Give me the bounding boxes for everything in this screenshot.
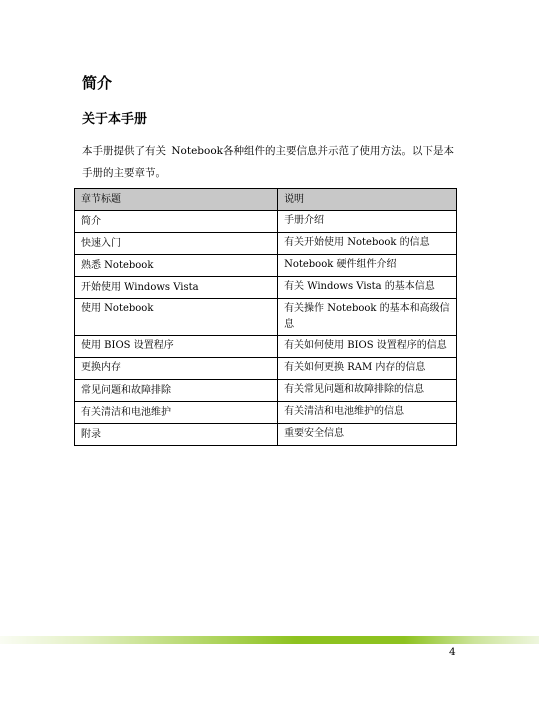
chapter-cell: 开始使用 Windows Vista [75, 277, 278, 299]
table-row [75, 277, 457, 299]
chapter-cell: 更换内存 [75, 358, 278, 380]
description-cell: 有关常见问题和故障排除的信息 [278, 380, 457, 402]
description-cell: 有关清洁和电池维护的信息 [278, 402, 457, 424]
section-title: 关于本手册 [82, 112, 148, 127]
description-cell: 有关 Windows Vista 的基本信息 [278, 277, 457, 299]
chapter-title: 简介 [82, 74, 113, 92]
table-row [75, 336, 457, 358]
table-row [75, 380, 457, 402]
footer-accent-bar [0, 636, 539, 644]
description-cell: 重要安全信息 [278, 424, 457, 446]
chapter-cell: 使用 Notebook [75, 299, 278, 336]
chapter-table [74, 188, 457, 446]
table-header-row [75, 189, 457, 211]
description-cell: 有关开始使用 Notebook 的信息 [278, 233, 457, 255]
column-header-chapter: 章节标题 [75, 189, 278, 211]
chapter-cell: 有关清洁和电池维护 [75, 402, 278, 424]
description-cell: 有关如何更换 RAM 内存的信息 [278, 358, 457, 380]
table-row [75, 358, 457, 380]
column-header-description: 说明 [278, 189, 457, 211]
chapter-cell: 附录 [75, 424, 278, 446]
chapter-cell: 使用 BIOS 设置程序 [75, 336, 278, 358]
chapter-cell: 常见问题和故障排除 [75, 380, 278, 402]
description-cell: 有关如何使用 BIOS 设置程序的信息 [278, 336, 457, 358]
chapter-cell: 快速入门 [75, 233, 278, 255]
table-row [75, 233, 457, 255]
intro-paragraph: 本手册提供了有关 Notebook各种组件的主要信息并示范了使用方法。以下是本手册的主要章节。 [82, 145, 455, 179]
description-cell: 手册介绍 [278, 211, 457, 233]
description-cell: 有关操作 Notebook 的基本和高级信息 [278, 299, 457, 336]
table-row [75, 211, 457, 233]
page-number: 4 [449, 646, 456, 658]
chapter-cell: 简介 [75, 211, 278, 233]
table-row [75, 402, 457, 424]
table-row [75, 299, 457, 336]
description-cell: Notebook 硬件组件介绍 [278, 255, 457, 277]
table-row [75, 424, 457, 446]
table-row [75, 255, 457, 277]
chapter-cell: 熟悉 Notebook [75, 255, 278, 277]
